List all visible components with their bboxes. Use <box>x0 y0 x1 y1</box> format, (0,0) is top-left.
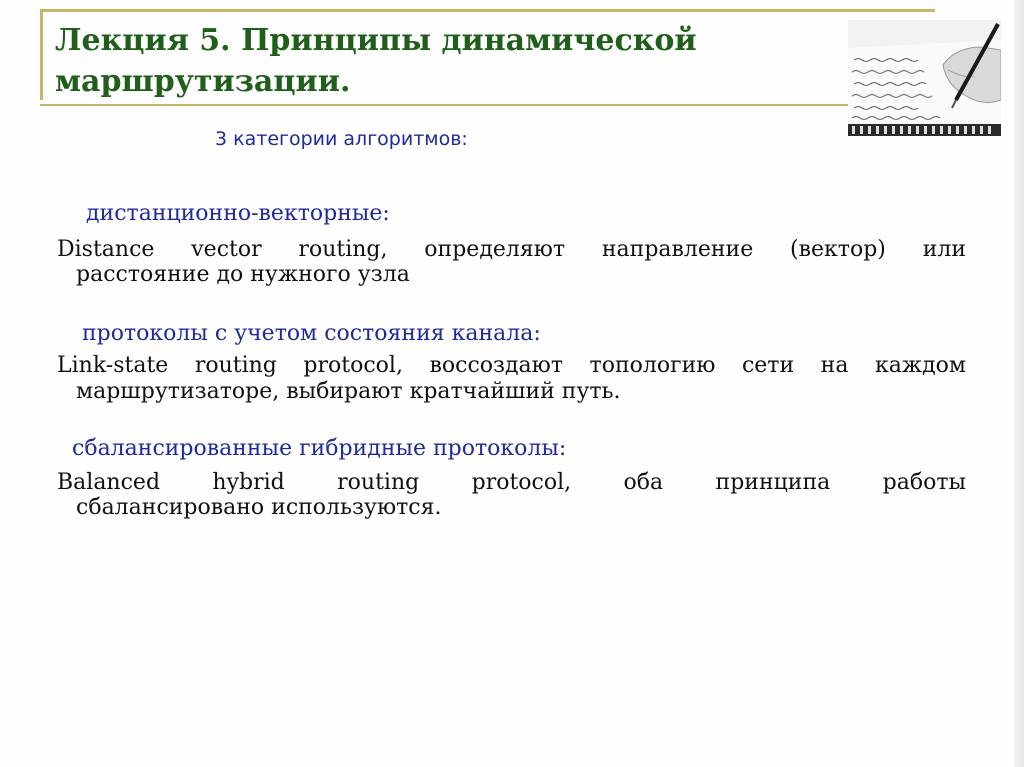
page-edge-shadow <box>1014 0 1024 767</box>
category-text-link-state-line2: маршрутизаторе, выбирают кратчайший путь. <box>76 379 621 404</box>
frame-left-line <box>40 9 43 100</box>
category-text-balanced-hybrid-line1: Balanced hybrid routing protocol, оба принципа работы <box>57 470 966 495</box>
handwriting-photo <box>848 20 1001 136</box>
handwriting-photo-graphic <box>848 20 1001 136</box>
slide-title: Лекция 5. Принципы динамической маршрутизации. <box>55 23 697 99</box>
frame-bottom-line <box>40 104 865 106</box>
categories-subtitle: 3 категории алгоритмов: <box>215 128 468 150</box>
category-text-distance-vector-line2: расстояние до нужного узла <box>76 262 410 287</box>
category-text-link-state-line1: Link-state routing protocol, воссоздают топологию сети на каждом <box>57 353 966 378</box>
category-text-balanced-hybrid-line2: сбалансировано используются. <box>76 495 442 520</box>
frame-top-line <box>40 9 935 12</box>
category-text-distance-vector-line1: Distance vector routing, определяют направление (вектор) или <box>57 237 966 262</box>
category-heading-balanced-hybrid: сбалансированные гибридные протоколы: <box>72 436 567 461</box>
category-heading-link-state: протоколы с учетом состояния канала: <box>82 321 541 346</box>
category-heading-distance-vector: дистанционно-векторные: <box>86 201 390 226</box>
